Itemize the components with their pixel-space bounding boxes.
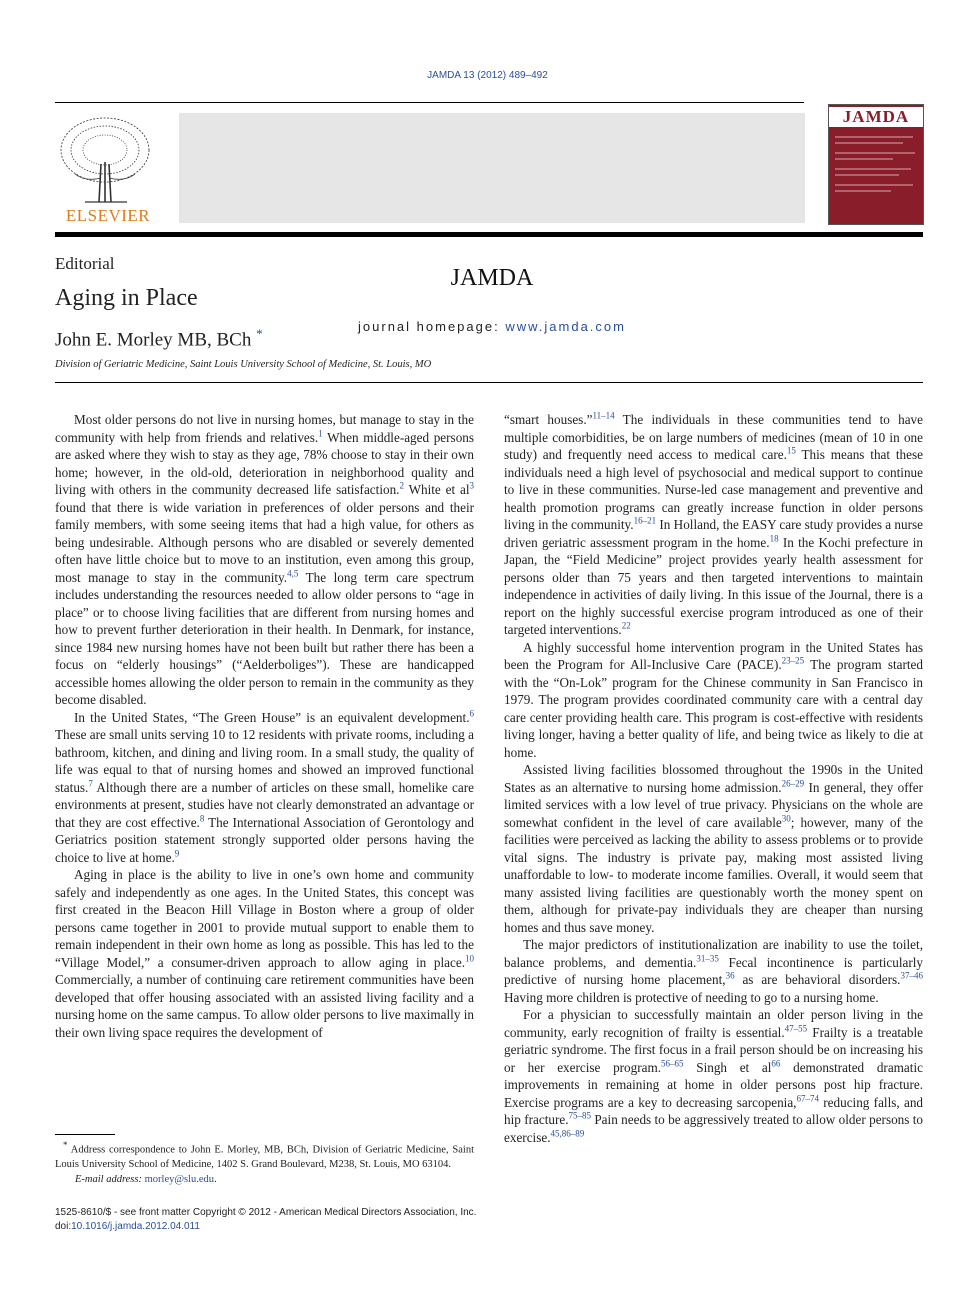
reference-link[interactable]: 4,5 (287, 568, 299, 579)
reference-link[interactable]: 7 (88, 778, 93, 789)
journal-name: JAMDA (450, 265, 534, 291)
reference-link[interactable]: 47–55 (784, 1023, 808, 1034)
paragraph-text: Although there are a number of articles on these small, homelike care environments at present, studies have not clearly demonstrated an advantage or that they are cost effective. (55, 779, 474, 830)
publisher-wordmark: ELSEVIER (65, 206, 151, 225)
paragraph-text: Most older persons do not live in nursing homes, but manage to stay in the community with help from friends and relatives. (55, 412, 474, 445)
paragraph-text: In the Kochi prefecture in Japan, the “Field Medicine” project provides yearly health assessment for persons older than 75 years and then targeted interventions to maintain independence in activities of daily living. In this issue of the Journal, there is a report on the highly successful exercise program introduced as one of their targeted interventions. (504, 534, 923, 637)
doi-label: doi: (55, 1221, 72, 1232)
body-paragraph (55, 411, 474, 709)
reference-link[interactable]: 10 (465, 953, 474, 964)
paragraph-text: as are behavioral disorders. (734, 972, 901, 987)
paragraph-text: These are small units serving 10 to 12 residents with private rooms, including a bathroom, kitchen, and dining and living room. In a small study, the quality of life was equal to that of nursing homes and showed an improved functional status. (55, 727, 474, 795)
reference-link[interactable]: 1 (318, 428, 323, 439)
issn-copyright (55, 1206, 476, 1234)
reference-link[interactable]: 26–29 (781, 778, 805, 789)
homepage-label: journal homepage: (358, 319, 506, 334)
body-paragraph (504, 639, 923, 762)
reference-link[interactable]: 23–25 (781, 655, 805, 666)
footnote-rule (55, 1134, 115, 1135)
header-rule (55, 102, 804, 103)
paragraph-text: Having more children is protective of needing to go to a nursing home. (504, 989, 879, 1005)
author-name: John E. Morley MB, BCh (55, 329, 252, 351)
paragraph-text: Assisted living facilities blossomed throughout the 1990s in the United States as an alternative to nursing home admission. (504, 762, 923, 795)
reference-link[interactable]: 8 (199, 813, 205, 824)
footnote-mark: * (63, 1140, 68, 1150)
paragraph-text: A highly successful home intervention program in the United States has been the Program for All-Inclusive Care (PACE). (504, 639, 923, 672)
paragraph-text: White et al (403, 482, 470, 497)
paragraph-text: For a physician to successfully maintain an older person living in the community, early recognition of frailty is essential. (504, 1007, 923, 1040)
reference-link[interactable]: 56–65 (661, 1058, 684, 1069)
doi-line (55, 1220, 476, 1234)
paragraph-text: In the United States, “The Green House” is an equivalent development. (74, 709, 470, 725)
paragraph-text: The long term care spectrum includes understanding the resources needed to allow older persons to “age in place” or to choose living facilities that are different from nursing homes and how to prevent further deterioration in their health. In Denmark, for instance, since 1984 new nursing homes have not been built but rather there has been a focus on “elderly housings” (“Aelderboliges”). These are handicapped accessible homes allowing the older person to remain in the community as they become disabled. (55, 569, 474, 707)
article-author (55, 326, 263, 351)
body-paragraph (504, 761, 923, 936)
paragraph-text: Frailty is a treatable geriatric syndrome. The first focus in a frail person should be on increasing his or her exercise program. (504, 1024, 923, 1075)
paragraph-text: When middle-aged persons are asked where they wish to stay as they age, 78% choose to stay in their own home; however, in the old-old, deterioration in neighborhood quality and living with others in the community decreased life satisfaction. (55, 429, 475, 497)
journal-citation[interactable] (0, 70, 975, 81)
journal-banner (179, 113, 805, 334)
article-section: Editorial (55, 254, 115, 273)
reference-link[interactable]: 3 (469, 480, 474, 491)
reference-link[interactable]: 9 (174, 848, 180, 859)
email-label: E-mail address: (75, 1173, 145, 1185)
body-column-left (55, 411, 474, 1041)
elsevier-logo (55, 112, 161, 224)
reference-link[interactable]: 30 (781, 813, 791, 824)
paragraph-text: “smart houses.” (504, 412, 593, 427)
paragraph-text: demonstrated dramatic improvements in remaining at home in older persons post hip fracture. Exercise programs are a key to decreasing sarcopenia, (504, 1059, 923, 1110)
doi-link[interactable]: 10.1016/j.jamda.2012.04.011 (71, 1221, 200, 1232)
email-link[interactable]: morley@slu.edu (144, 1173, 215, 1185)
reference-link[interactable]: 22 (621, 620, 631, 631)
body-paragraph (55, 709, 474, 867)
paragraph-text: In Holland, the EASY care study provides a nurse driven geriatric assessment program in the home. (504, 517, 923, 550)
reference-link[interactable]: 15 (786, 445, 796, 456)
journal-homepage (179, 319, 805, 334)
author-affiliation: Division of Geriatric Medicine, Saint Louis University School of Medicine, St. Louis, MO (55, 359, 432, 370)
paragraph-text: The program started with the “On-Lok” program for the Chinese community in San Francisco in 1979. The program provides coordinated community care with a central day care center providing health care. This program is cost-effective with residents living longer, having a better quality of life, and being twice as likely to die at home. (504, 657, 924, 760)
body-paragraph (55, 866, 474, 1041)
reference-link[interactable]: 75–85 (568, 1110, 591, 1121)
correspondence-footnote (55, 1138, 474, 1187)
article-title: Aging in Place (55, 285, 198, 311)
paragraph-text: In general, they offer limited services with a low level of true privacy. Physicians on the whole are somewhat confident in the level of care available (504, 779, 923, 830)
cover-toc-icon (833, 131, 919, 219)
author-footnote-mark[interactable]: * (256, 326, 263, 341)
footnote-address: Address correspondence to John E. Morley, MB, BCh, Division of Geriatric Medicine, Saint Louis University School of Medicine, 1402 S. Grand Boulevard, M238, St. Louis, MO 63104. (55, 1144, 474, 1170)
reference-link[interactable]: 36 (725, 970, 735, 981)
paragraph-text: reducing falls, and hip fracture. (504, 1094, 924, 1127)
paragraph-text: Singh et al (683, 1059, 772, 1075)
reference-link[interactable]: 45,86–89 (550, 1128, 585, 1139)
paragraph-text: The major predictors of institutionalization are inability to use the toilet, balance problems, and dementia. (504, 937, 923, 970)
reference-link[interactable]: 31–35 (696, 953, 719, 964)
reference-link[interactable]: 67–74 (796, 1093, 819, 1104)
body-paragraph (504, 411, 923, 639)
paragraph-text: Aging in place is the ability to live in one’s own home and community safely and independently as one ages. In the United States, this concept was first created in the Beacon Hill Village in Boston where a group of older persons came together in 2001 to provide mutual support to enable them to remain independent in their own home as long as possible. This has led to the “Village Model,” a consumer-driven approach to allow aging in place. (55, 867, 474, 970)
affiliation-rule (55, 382, 923, 383)
paragraph-text: found that there is wide variation in preferences of older persons and their family members, with some seeing items that had a high value, for others as being undesirable. Although persons who are disabled or severely demented often have little choice but to move to an institution, even among this group, most manage to stay in the community. (55, 499, 474, 585)
paragraph-text: This means that these individuals need a high level of psychosocial and medical support to continue to live in these communities. Nurse-led case management and preventive and health promotion programs can greatly increase function in older persons living in the community. (504, 447, 923, 532)
reference-link[interactable]: 2 (399, 480, 404, 491)
copyright-line: 1525-8610/$ - see front matter Copyright © 2012 - American Medical Directors Association, Inc. (55, 1207, 477, 1218)
journal-cover-thumbnail[interactable] (828, 104, 924, 225)
citation-link[interactable]: JAMDA 13 (2012) 489–492 (427, 70, 548, 81)
email-end: . (214, 1173, 217, 1185)
paragraph-text: Pain needs to be aggressively treated to allow older persons to exercise. (504, 1112, 924, 1145)
reference-link[interactable]: 66 (771, 1058, 781, 1069)
paragraph-text: The International Association of Gerontology and Geriatrics position statement strongly supported older persons having the choice to live at home. (55, 814, 474, 865)
body-paragraph (504, 936, 923, 1006)
cover-title: JAMDA (829, 107, 923, 127)
header-thick-rule (55, 232, 923, 237)
paragraph-text: ; however, many of the facilities were perceived as lacking the ability to assess problems or to provide vital signs. The industry is private pay, making most assisted living unaffordable to low- to moderate income families. Overall, it would seem that many assisted living facilities are questionably worth the money spent on them, although for private-pay individuals they are cheaper than nursing homes and thus save money. (504, 814, 923, 935)
paragraph-text: Commercially, a number of continuing care retirement communities have been developed that offer housing associated with an assisted living facility and a nursing home on the same campus. To allow older persons to live maximally in their own living space requires the development of (55, 972, 474, 1040)
reference-link[interactable]: 6 (469, 708, 474, 719)
paragraph-text: Fecal incontinence is particularly predictive of nursing home placement, (504, 954, 924, 987)
reference-link[interactable]: 11–14 (592, 410, 615, 421)
body-paragraph (504, 1006, 923, 1146)
paragraph-text: The individuals in these communities tend to have multiple comorbidities, be on large numbers of medicines (mean of 10 in one study) and frequently need access to medical care. (504, 412, 923, 462)
body-column-right (504, 411, 923, 1146)
reference-link[interactable]: 16–21 (633, 515, 657, 526)
reference-link[interactable]: 18 (769, 533, 779, 544)
reference-link[interactable]: 37–46 (900, 970, 923, 981)
homepage-link[interactable]: www.jamda.com (505, 319, 626, 334)
